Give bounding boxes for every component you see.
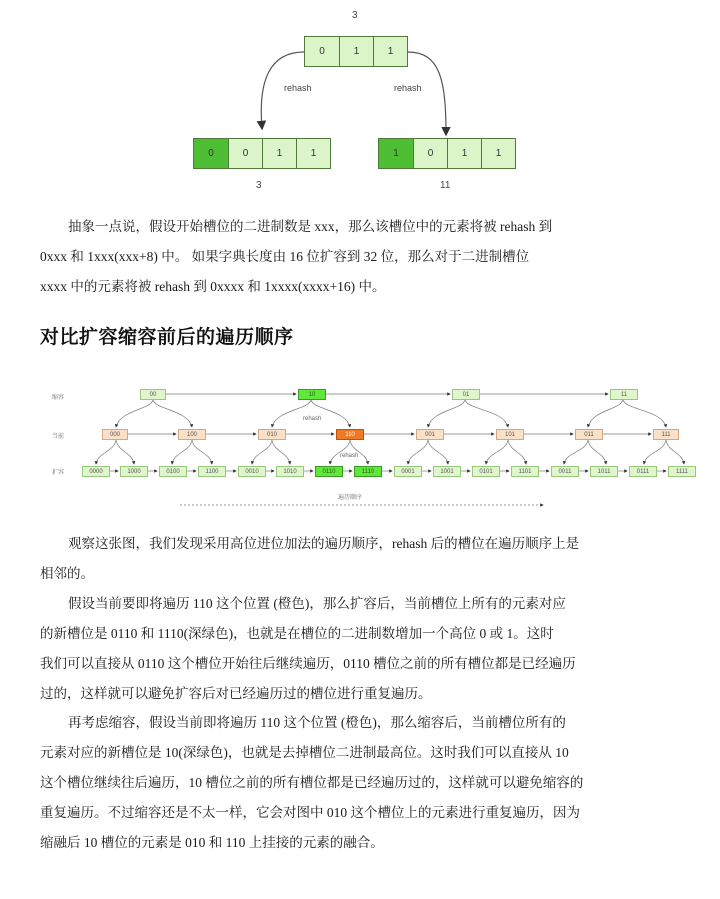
text-line: 这个槽位继续往后遍历，10 槽位之前的所有槽位都是已经遍历过的，这样就可以避免缩容的 <box>40 775 584 790</box>
text-line: 抽象一点说，假设开始槽位的二进制数是 xxx，那么该槽位中的元素将被 rehash 到 <box>68 219 553 234</box>
text-line: 0xxx 和 1xxx(xxx+8) 中。 如果字典长度由 16 位扩容到 32 位，那么对于二进制槽位 <box>40 249 530 264</box>
text-line: 再考虑缩容，假设当前即将遍历 110 这个位置 (橙色)，那么缩容后，当前槽位所有的 <box>68 715 566 730</box>
current-node: 100 <box>178 429 206 440</box>
expand-node: 1011 <box>590 466 618 477</box>
row-label-expand: 扩容 <box>52 469 65 476</box>
bit-cell: 0 <box>413 138 448 169</box>
bit-cell: 1 <box>296 138 331 169</box>
top-bit-cell: 0 <box>304 36 340 67</box>
current-node: 111 <box>653 429 679 440</box>
expand-node: 0101 <box>472 466 500 477</box>
expand-node-highlight: 0110 <box>315 466 343 477</box>
top-bit-cell: 1 <box>339 36 374 67</box>
rehash-label-right: rehash <box>394 83 422 93</box>
current-node-highlight: 110 <box>336 429 364 440</box>
expand-node: 1101 <box>511 466 539 477</box>
current-node: 011 <box>575 429 603 440</box>
expand-node: 0010 <box>238 466 266 477</box>
text-line: xxxx 中的元素将被 rehash 到 0xxxx 和 1xxxx(xxxx+16) 中。 <box>40 279 386 294</box>
paragraph-observation <box>40 529 680 589</box>
bit-cell: 1 <box>481 138 516 169</box>
current-node: 101 <box>496 429 524 440</box>
paragraph-expansion <box>40 589 680 709</box>
expand-node: 1100 <box>198 466 226 477</box>
expand-node: 1000 <box>120 466 148 477</box>
current-node: 010 <box>258 429 286 440</box>
expand-node: 0000 <box>82 466 110 477</box>
text-line: 相邻的。 <box>40 566 94 581</box>
expand-node-highlight: 1110 <box>354 466 382 477</box>
high-bit-cell: 1 <box>378 138 414 169</box>
rehash-label-left: rehash <box>284 83 312 93</box>
paragraph-shrink <box>40 708 680 858</box>
current-node: 001 <box>416 429 444 440</box>
paragraph-abstract <box>40 212 680 302</box>
text-line: 重复遍历。不过缩容还是不太一样，它会对图中 010 这个槽位上的元素进行重复遍历，因为 <box>40 805 580 820</box>
row-label-current: 当前 <box>52 433 65 440</box>
rehash-arrows <box>0 0 720 200</box>
bit-cell: 1 <box>262 138 297 169</box>
text-line: 我们可以直接从 0110 这个槽位开始往后继续遍历，0110 槽位之前的所有槽位都是已经遍历 <box>40 656 576 671</box>
left-slot-label: 3 <box>256 180 262 191</box>
text-line: 缩融后 10 槽位的元素是 010 和 110 上挂接的元素的融合。 <box>40 835 384 850</box>
top-slot-label: 3 <box>352 10 358 21</box>
top-bit-cell: 1 <box>373 36 408 67</box>
expand-node: 0100 <box>159 466 187 477</box>
expand-node: 0001 <box>394 466 422 477</box>
rehash-label: rehash <box>303 416 322 422</box>
text-line: 过的，这样就可以避免扩容后对已经遍历过的槽位进行重复遍历。 <box>40 686 432 701</box>
expand-node: 1001 <box>433 466 461 477</box>
high-bit-cell: 0 <box>193 138 229 169</box>
current-node: 000 <box>102 429 128 440</box>
expand-node: 1111 <box>668 466 696 477</box>
section-heading: 对比扩容缩容前后的遍历顺序 <box>40 326 294 348</box>
text-line: 的新槽位是 0110 和 1110(深绿色)，也就是在槽位的二进制数增加一个高位 0 或 1。这时 <box>40 626 554 641</box>
text-line: 假设当前要即将遍历 110 这个位置 (橙色)，那么扩容后，当前槽位上所有的元素对应 <box>68 596 566 611</box>
bit-cell: 1 <box>447 138 482 169</box>
rehash-label: rehash <box>340 453 359 459</box>
right-slot-label: 11 <box>440 180 451 191</box>
shrink-node-highlight: 10 <box>298 389 326 400</box>
row-label-shrink: 缩容 <box>52 394 65 401</box>
expand-node: 0011 <box>551 466 579 477</box>
shrink-node: 11 <box>610 389 638 400</box>
expand-node: 1010 <box>276 466 304 477</box>
traversal-order-label: 遍历顺序 <box>338 495 363 501</box>
expand-node: 0111 <box>629 466 657 477</box>
bit-cell: 0 <box>228 138 263 169</box>
shrink-node: 00 <box>140 389 166 400</box>
text-line: 观察这张图，我们发现采用高位进位加法的遍历顺序，rehash 后的槽位在遍历顺序上是 <box>68 536 580 551</box>
shrink-node: 01 <box>452 389 480 400</box>
text-line: 元素对应的新槽位是 10(深绿色)，也就是去掉槽位二进制最高位。这时我们可以直接从 10 <box>40 745 569 760</box>
